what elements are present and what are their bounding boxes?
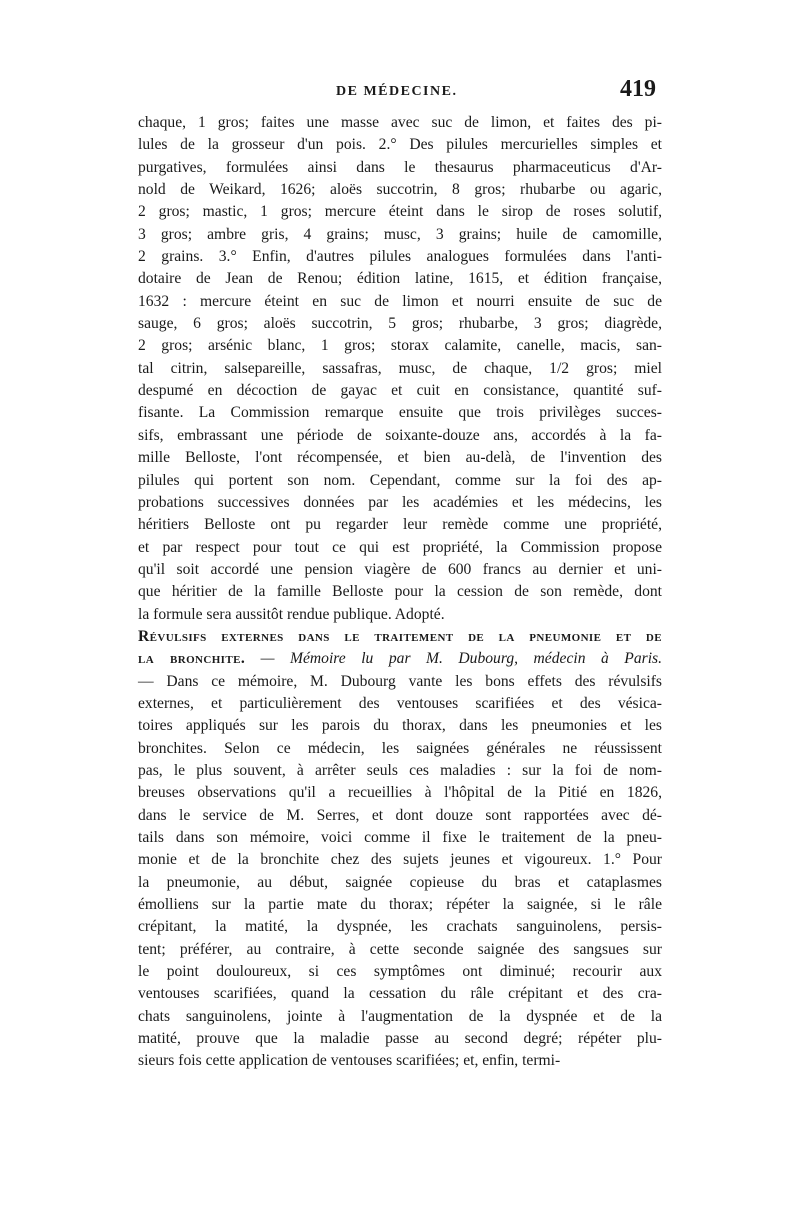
paragraph-revulsifs xyxy=(138,626,662,1073)
section-heading-line-2: la bronchite. — Mémoire lu par M. Dubourg, médecin à Paris. xyxy=(138,650,662,668)
text-line: émolliens sur la partie mate du thorax; répéter la saignée, si le râle xyxy=(138,896,662,914)
text-line: monie et de la bronchite chez des sujets jeunes et vigoureux. 1.° Pour xyxy=(138,851,662,869)
text-line: — Dans ce mémoire, M. Dubourg vante les bons effets des révulsifs xyxy=(138,672,662,690)
page-header xyxy=(138,76,662,112)
text-line: ventouses scarifiées, quand la cessation du râle crépitant et des cra- xyxy=(138,985,662,1003)
text-line: 2 gros; mastic, 1 gros; mercure éteint dans le sirop de roses solutif, xyxy=(138,203,662,221)
text-line: que héritier de la famille Belloste pour la cession de son remède, dont xyxy=(138,583,662,601)
text-line: sauge, 6 gros; aloës succotrin, 5 gros; rhubarbe, 3 gros; diagrède, xyxy=(138,315,662,333)
text-line: le point douloureux, si ces symptômes ont diminué; recourir aux xyxy=(138,963,662,981)
text-line: toires appliqués sur les parois du thorax, dans les pneumonies et les xyxy=(138,717,662,735)
text-line: mille Belloste, l'ont récompensée, et bien au-delà, de l'invention des xyxy=(138,449,662,467)
text-line: tent; préférer, au contraire, à cette seconde saignée des sangsues sur xyxy=(138,940,662,958)
text-line: purgatives, formulées ainsi dans le thesaurus pharmaceuticus d'Ar- xyxy=(138,158,662,176)
text-line: crépitant, la matité, la dyspnée, les crachats sanguinolens, persis- xyxy=(138,918,662,936)
text-line: et par respect pour tout ce qui est propriété, la Commission propose xyxy=(138,538,662,556)
text-line: pas, le plus souvent, à arrêter seuls ces maladies : sur la foi de nom- xyxy=(138,761,662,779)
text-line: lules de la grosseur d'un pois. 2.° Des pilules mercurielles simples et xyxy=(138,136,662,154)
text-line: la pneumonie, au début, saignée copieuse du bras et cataplasmes xyxy=(138,873,662,891)
text-line: chaque, 1 gros; faites une masse avec suc de limon, et faites des pi- xyxy=(138,114,662,131)
text-line: la formule sera aussitôt rendue publique. Adopté. xyxy=(138,605,445,623)
text-line: externes, et particulièrement des ventouses scarifiées et des vésica- xyxy=(138,694,662,712)
text-line: tails dans son mémoire, voici comme il fixe le traitement de la pneu- xyxy=(138,829,662,846)
text-line: 2 grains. 3.° Enfin, d'autres pilules analogues formulées dans l'anti- xyxy=(138,248,662,266)
paragraph-pilules xyxy=(138,112,662,626)
text-line: despumé en décoction de gayac et cuit en consistance, quantité suf- xyxy=(138,382,662,400)
text-line: breuses observations qu'il a recueillies à l'hôpital de la Pitié en 1826, xyxy=(138,784,662,802)
text-line: 3 gros; ambre gris, 4 grains; musc, 3 grains; huile de camomille, xyxy=(138,225,662,243)
section-heading-line-1: Révulsifs externes dans le traitement de la pneumonie et de xyxy=(138,627,662,645)
text-line: pilules qui portent son nom. Cependant, comme sur la foi des ap- xyxy=(138,471,662,489)
text-line: probations successives données par les académies et les médecins, les xyxy=(138,493,662,511)
text-line: tal citrin, salsepareille, sassafras, musc, de chaque, 1/2 gros; miel xyxy=(138,359,662,377)
text-line: héritiers Belloste ont pu regarder leur remède comme une propriété, xyxy=(138,516,662,534)
text-line: chats sanguinolens, jointe à l'augmentation de la dyspnée et de la xyxy=(138,1007,662,1025)
running-head: DE MÉDECINE. xyxy=(336,84,458,99)
text-line: 1632 : mercure éteint en suc de limon et nourri ensuite de suc de xyxy=(138,292,662,310)
text-line: sifs, embrassant une période de soixante-douze ans, accordés à la fa- xyxy=(138,426,662,444)
text-line: nold de Weikard, 1626; aloës succotrin, 8 gros; rhubarbe ou agaric, xyxy=(138,181,662,199)
book-page xyxy=(138,76,662,1073)
page-number: 419 xyxy=(620,76,656,102)
text-line: sieurs fois cette application de ventouses scarifiées; et, enfin, termi- xyxy=(138,1052,561,1070)
text-line: dotaire de Jean de Renou; édition latine, 1615, et édition française, xyxy=(138,270,662,288)
text-line: qu'il soit accordé une pension viagère de 600 francs au dernier et uni- xyxy=(138,560,662,578)
text-line: 2 gros; arsénic blanc, 1 gros; storax calamite, canelle, macis, san- xyxy=(138,337,662,355)
text-line: dans le service de M. Serres, et dont douze sont rapportées avec dé- xyxy=(138,806,662,824)
text-line: fisante. La Commission remarque ensuite que trois privilèges succes- xyxy=(138,404,662,422)
text-line: bronchites. Selon ce médecin, les saignées générales ne réussissent xyxy=(138,739,662,757)
text-line: matité, prouve que la maladie passe au second degré; répéter plu- xyxy=(138,1030,662,1048)
